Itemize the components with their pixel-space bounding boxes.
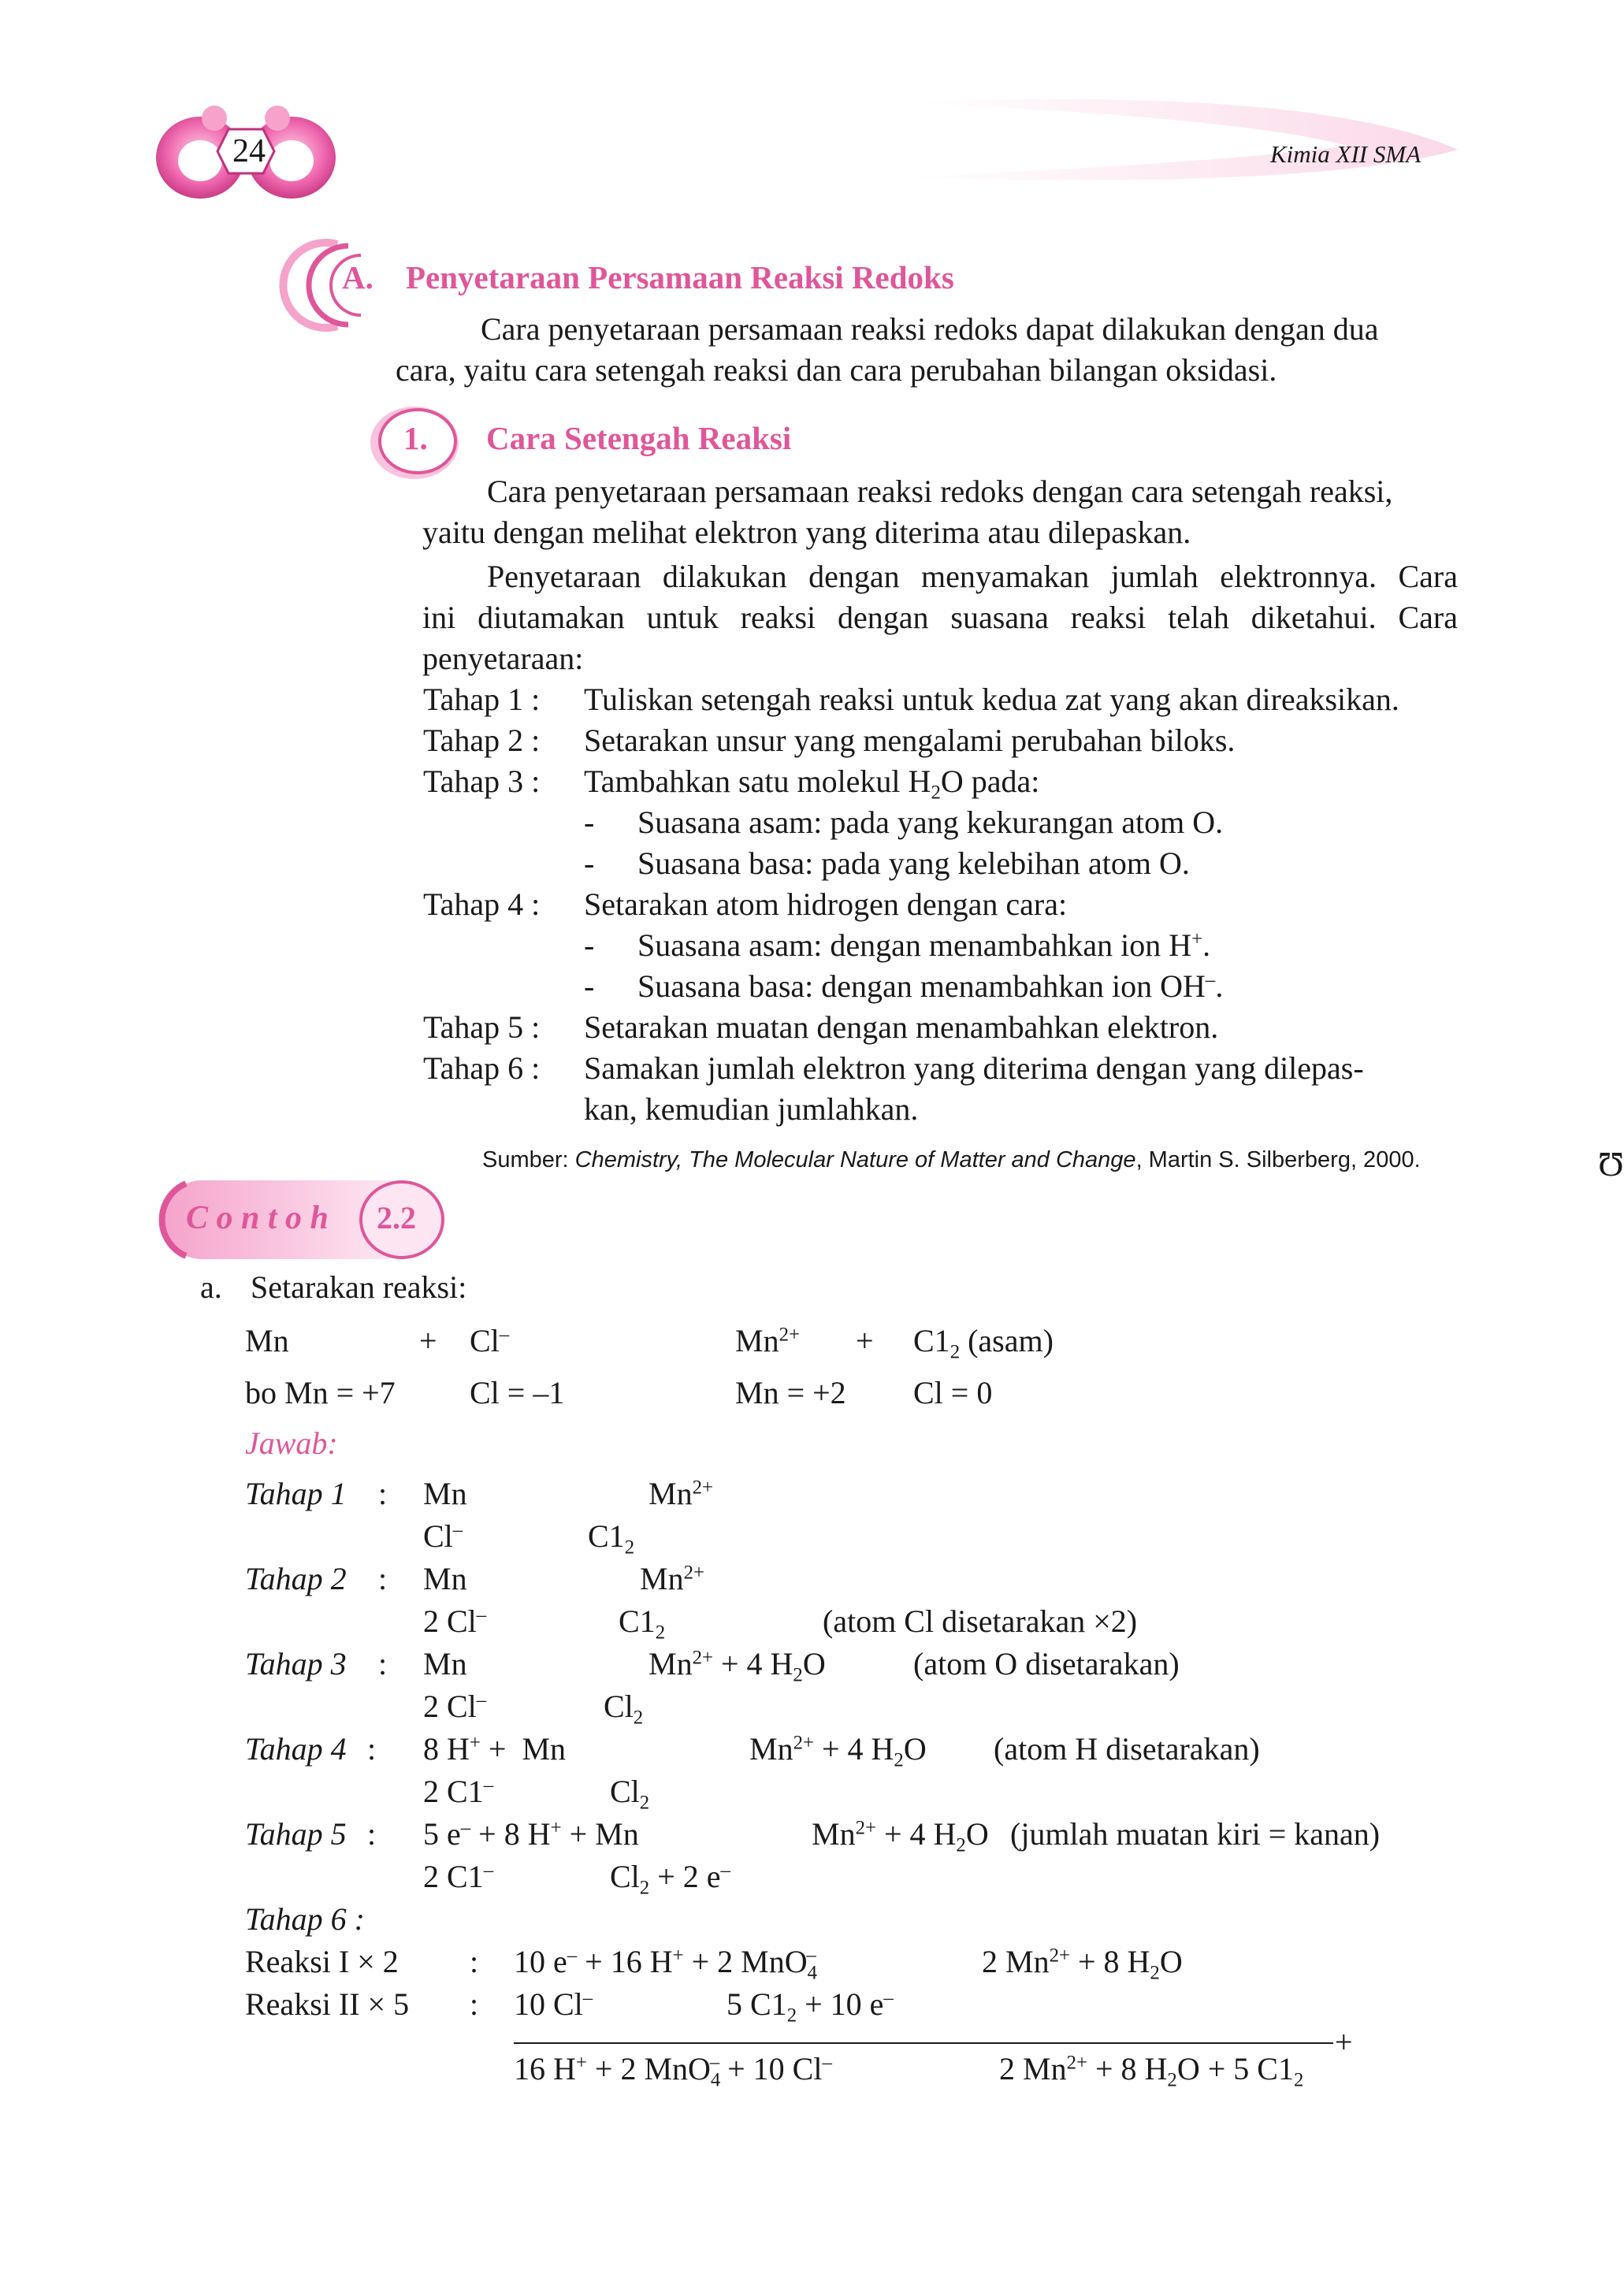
example-item-label: a. (200, 1269, 222, 1305)
step-3-bullet-1: Suasana asam: pada yang kekurangan atom O. (637, 804, 1224, 840)
t2-mn2: $Mn^{2+}$ (640, 1561, 704, 1596)
step-2-text: Setarakan unsur yang mengalami perubahan biloks. (584, 723, 1236, 758)
subsection-1-title: Cara Setengah Reaksi (486, 420, 792, 456)
jawab-label: Jawab: (245, 1425, 338, 1461)
step-5-label: Tahap 5 : (423, 1009, 541, 1045)
p2-line-1: Penyetaraan dilakukan dengan menyamakan jumlah elektronnya. Cara (487, 559, 1458, 594)
step-3-text: Tambahkan satu molekul $H_2O$ pada: (584, 764, 1040, 804)
step-3-label: Tahap 3 : (423, 764, 541, 799)
step-4-dash-1: - (584, 927, 595, 963)
colon: : (470, 1986, 479, 2022)
note-o: (atom O disetarakan) (913, 1646, 1180, 1681)
step-1-text: Tuliskan setengah reaksi untuk kedua zat yang akan direaksikan. (584, 682, 1399, 717)
bo-cl: Cl = –1 (470, 1375, 565, 1410)
subsection-1-paragraph-2 (422, 556, 1458, 679)
section-a-title: Penyetaraan Persamaan Reaksi Redoks (406, 259, 954, 295)
step-3-dash-2: - (584, 845, 595, 881)
note-h: (atom H disetarakan) (994, 1731, 1260, 1767)
sum-plus: + (1335, 2024, 1353, 2060)
section-a-intro (396, 309, 1458, 391)
step-4-bullet-2: Suasana basa: dengan menambahkan ion OH–. (637, 968, 1224, 1004)
reaksi-1-label: Reaksi I × 2 (245, 1944, 399, 1979)
reactant-mn: Mn (245, 1323, 289, 1358)
bo-mn: bo Mn = +7 (245, 1375, 396, 1410)
p2-line-3: penyetaraan: (422, 641, 584, 676)
net-products: 2 $Mn^{2+} + 8$ $H_2O + 5$ $C1_2$ (999, 2051, 1304, 2091)
subsection-1-paragraph-1 (422, 471, 1458, 553)
t4-cl2: $Cl_2$ (610, 1774, 650, 1814)
tahap-2-label: Tahap 2 (245, 1561, 347, 1596)
t4-cl: 2 C1– (423, 1774, 494, 1809)
t3-products: $Mn^{2+} + 4$ $H_2O$ (648, 1646, 826, 1686)
contoh-word: C o n t o h (186, 1200, 329, 1236)
colon: : (367, 1816, 377, 1852)
t1-mn: Mn (423, 1476, 467, 1511)
t1-cl2: $C1_2$ (588, 1518, 635, 1559)
bo-cl-product: Cl = 0 (913, 1375, 993, 1410)
section-a-label: A. (342, 259, 373, 295)
step-3-bullet-2: Suasana basa: pada yang kelebihan atom O. (637, 845, 1190, 881)
step-5-text: Setarakan muatan dengan menambahkan elektron. (584, 1009, 1219, 1045)
t3-mn: Mn (423, 1646, 467, 1681)
t5-products: $Mn^{2+} + 4$ $H_2O$ (812, 1816, 989, 1856)
tahap-3-label: Tahap 3 (245, 1646, 347, 1681)
colon: : (378, 1476, 388, 1511)
p1-line-1: Cara penyetaraan persamaan reaksi redoks dengan cara setengah reaksi, (487, 474, 1393, 509)
step-4-label: Tahap 4 : (423, 886, 541, 922)
sum-line (514, 2042, 1333, 2044)
r1-products: 2 $Mn^{2+} + 8$ $H_2O$ (982, 1944, 1183, 1984)
colon: : (378, 1561, 388, 1596)
r2-reactants: 10 Cl– (514, 1986, 593, 2022)
step-6-label: Tahap 6 : (423, 1050, 541, 1086)
tahap-4-label: Tahap 4 (245, 1731, 347, 1767)
colon: : (378, 1646, 388, 1681)
tahap-6-label: Tahap 6 : (245, 1901, 365, 1937)
net-reactants: 16 H+ + 2 MnO$_4$– + 10 Cl– (514, 2051, 832, 2091)
note-charge: (jumlah muatan kiri = kanan) (1010, 1816, 1381, 1852)
edge-mark: Ʊ (1598, 1145, 1624, 1183)
p2-line-2: ini diutamakan untuk reaksi dengan suasana reaksi telah diketahui. Cara (422, 600, 1458, 635)
note-cl: (atom Cl disetarakan ×2) (823, 1603, 1138, 1639)
page-number: 24 (232, 133, 266, 169)
t4-products: $Mn^{2+} + 4$ $H_2O$ (749, 1731, 927, 1771)
reactant-cl: Cl– (470, 1323, 510, 1358)
colon: : (470, 1944, 479, 1979)
product-mn: $Mn^{2+}$ (735, 1323, 800, 1358)
product-cl2: $C1_2$ (asam) (913, 1323, 1054, 1363)
t5-reactants: 5 e– + 8 H+ + Mn (423, 1816, 639, 1852)
plus-2: + (856, 1323, 874, 1358)
t3-cl: 2 Cl– (423, 1689, 487, 1724)
colon: : (367, 1731, 377, 1767)
p1-line-2: yaitu dengan melihat elektron yang diterima atau dilepaskan. (422, 515, 1191, 550)
t1-cl: Cl– (423, 1518, 463, 1554)
step-4-bullet-1: Suasana asam: dengan menambahkan ion H+. (637, 927, 1211, 963)
plus-1: + (419, 1323, 437, 1358)
bo-mn-product: Mn = +2 (735, 1375, 846, 1410)
step-4-dash-2: - (584, 968, 595, 1004)
r1-reactants: 10 e– + 16 H+ + 2 MnO$_4$– (514, 1944, 818, 1984)
source-citation: Sumber: Chemistry, The Molecular Nature of Matter and Change, Martin S. Silberberg, 2000. (482, 1147, 1421, 1172)
t2-cl2: $C1_2$ (619, 1603, 666, 1644)
step-3-dash-1: - (584, 804, 595, 840)
t5-cl: 2 C1– (423, 1859, 494, 1894)
step-1-label: Tahap 1 : (423, 682, 541, 717)
step-4-text: Setarakan atom hidrogen dengan cara: (584, 886, 1068, 922)
subsection-1-label: 1. (403, 420, 428, 456)
tahap-1-label: Tahap 1 (245, 1476, 347, 1511)
t4-reactants: 8 H+ + Mn (423, 1731, 567, 1767)
t1-mn2: $Mn^{2+}$ (648, 1476, 713, 1511)
step-6-text: Samakan jumlah elektron yang diterima dengan yang dilepas- (584, 1050, 1364, 1086)
intro-line-1: Cara penyetaraan persamaan reaksi redoks dapat dilakukan dengan dua (481, 311, 1379, 347)
t2-mn: Mn (423, 1561, 467, 1596)
step-6-text-cont: kan, kemudian jumlahkan. (584, 1091, 919, 1127)
t3-cl2: $Cl_2$ (604, 1689, 644, 1729)
running-title: Kimia XII SMA (1270, 140, 1421, 168)
intro-line-2: cara, yaitu cara setengah reaksi dan cara perubahan bilangan oksidasi. (396, 352, 1277, 388)
t5-cl2: $Cl_2 + 2$ e– (610, 1859, 730, 1899)
example-item-text: Setarakan reaksi: (251, 1269, 467, 1305)
t2-cl: 2 Cl– (423, 1603, 487, 1639)
step-2-label: Tahap 2 : (423, 723, 541, 758)
reaksi-2-label: Reaksi II × 5 (245, 1986, 410, 2022)
tahap-5-label: Tahap 5 (245, 1816, 347, 1852)
r2-products: 5 $C1_2 + 10$ e– (727, 1986, 894, 2027)
contoh-number: 2.2 (377, 1200, 416, 1235)
